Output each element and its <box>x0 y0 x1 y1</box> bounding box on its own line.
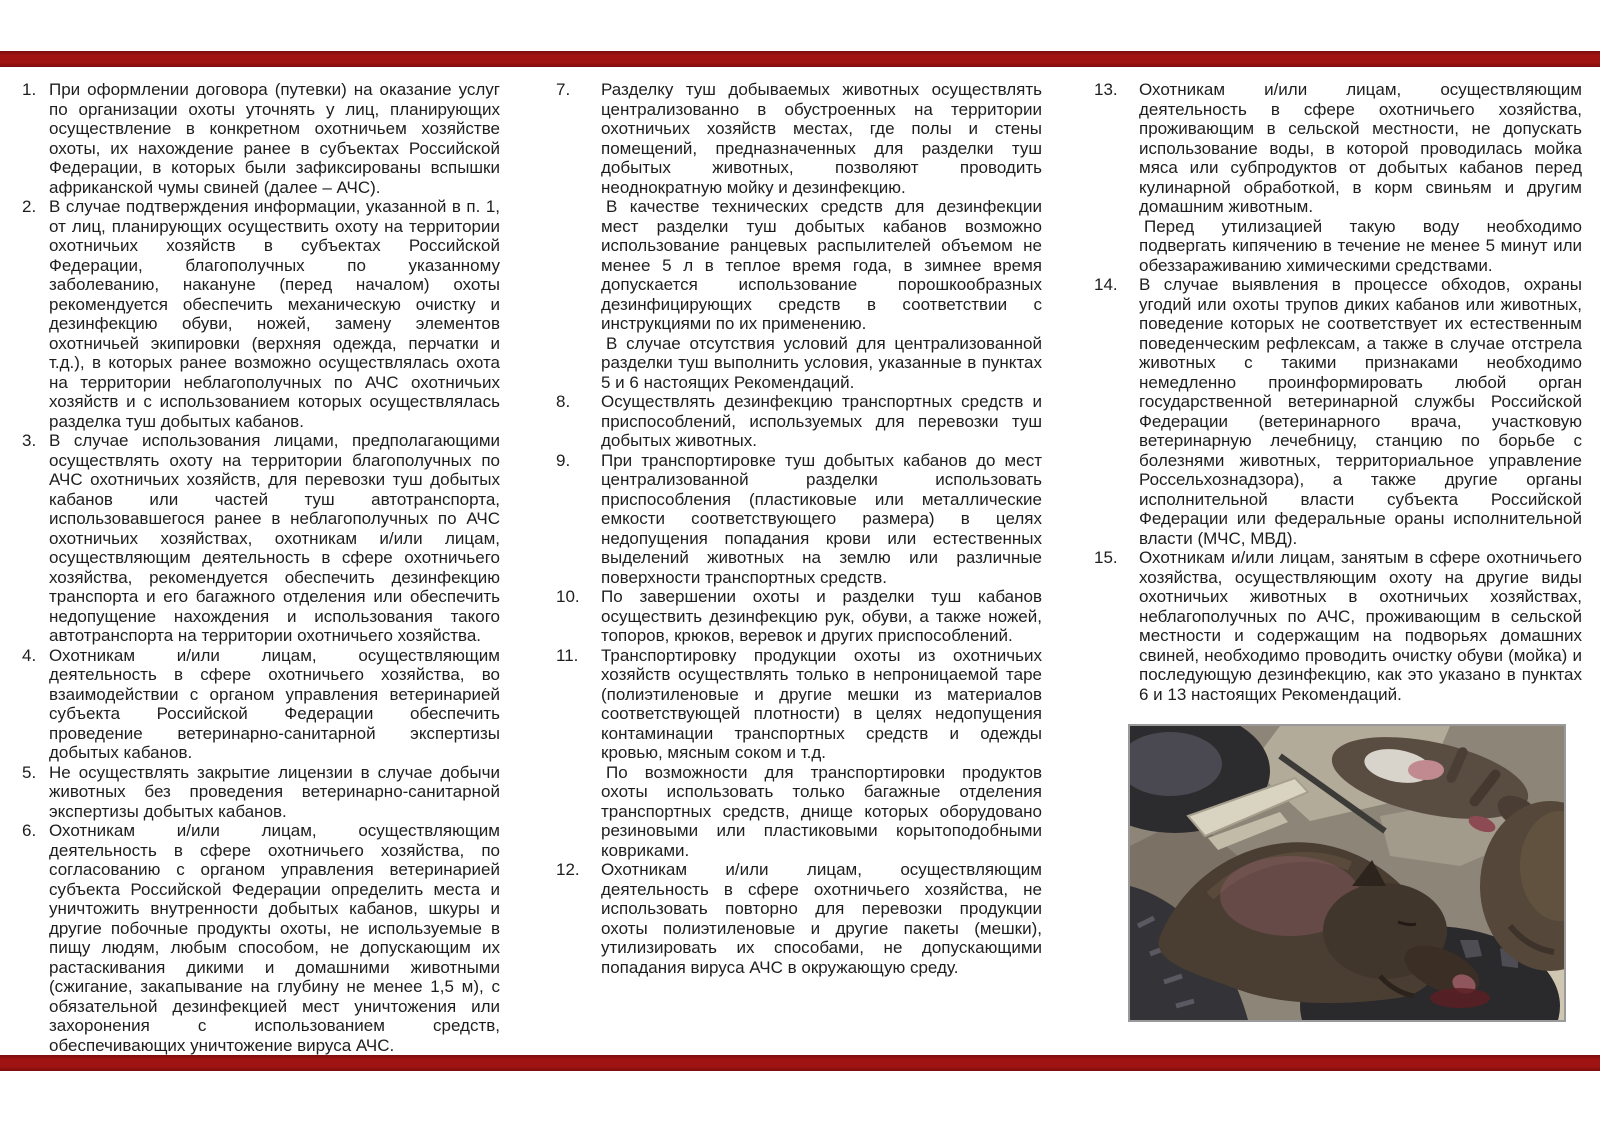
item-number: 4. <box>22 645 37 665</box>
item-number: 12. <box>556 860 580 879</box>
list-item-9 <box>556 451 1042 588</box>
text-column-1 <box>22 80 500 1055</box>
list-item-4 <box>22 646 500 763</box>
paragraph: Не осуществлять закрытие лицензии в случае добычи животных без проведения ветеринарно-санитарной экспертизы добытых кабанов. <box>49 762 500 821</box>
list-item-5 <box>22 763 500 822</box>
paragraph: По возможности для транспортировки продуктов охоты использовать только багажные отделения транспортных средств, днище которых оборудовано резиновыми или пластиковыми корытоподобными ковриками. <box>601 762 1042 860</box>
item-number: 15. <box>1094 548 1118 567</box>
item-body <box>1139 548 1582 704</box>
item-number: 5. <box>22 762 37 782</box>
paragraph: В случае использования лицами, предполагающими осуществлять охоту на территории благополучных по АЧС охотничьих хозяйств, для перевозки туш добытых кабанов или частей туш автотранспорта, использовавшегося ранее в неблагополучных по АЧС охотничьих хозяйствах, охотникам и/или лицам, осуществляющим деятельность в сфере охотничьего хозяйства, рекомендуется обеспечить дезинфекцию транспорта и его багажного отделения или обеспечить недопущение нахождения и использования такого автотранспорта на территории охотничьего хозяйства. <box>49 431 500 645</box>
list-item-12 <box>556 860 1042 977</box>
list-item-1 <box>22 80 500 197</box>
top-accent-bar <box>0 51 1600 67</box>
item-body <box>49 197 500 431</box>
paragraph: Разделку туш добываемых животных осуществлять централизованно в обустроенных на территории охотничьих хозяйств местах, где полы и стены помещений, предназначенных для разделки туш добытых животных, позволяют проводить неоднократную мойку и дезинфекцию. <box>601 80 1042 197</box>
list-item-8 <box>556 392 1042 451</box>
item-number: 10. <box>556 587 580 606</box>
paragraph: Охотникам и/или лицам, осуществляющим деятельность в сфере охотничьего хозяйства, проживающим в сельской местности, не допускать использование воды, в которой проводилась мойка мяса или субпродуктов от добытых кабанов перед кулинарной обработкой, в корм свиньям и другим домашним животным. <box>1139 80 1582 216</box>
item-number: 6. <box>22 821 37 840</box>
bottom-accent-bar <box>0 1055 1600 1071</box>
list-item-13 <box>1094 80 1582 275</box>
item-body <box>1139 275 1582 548</box>
paragraph: В качестве технических средств для дезинфекции мест разделки туш добытых кабанов возможно использование ранцевых распылителей объемом не менее 5 л в теплое время года, в зимнее время допускается использование порошкообразных дезинфицирующих средств в соответствии с инструкциями по их применению. <box>601 197 1042 333</box>
item-number: 14. <box>1094 275 1118 294</box>
item-body <box>49 821 500 1055</box>
paragraph: Осуществлять дезинфекцию транспортных средств и приспособлений, используемых для перевозки туш добытых животных. <box>601 392 1042 450</box>
paragraph: В случае выявления в процессе обходов, охраны угодий или охоты трупов диких кабанов или животных, поведение которых не соответствует их естественным поведенческим рефлексам, а также в случае отстрела животных с такими признаками необходимо немедленно проинформировать любой орган государственной ветеринарной службы Российской Федерации (ветеринарного врача, участковую ветеринарную лечебницу, станцию по борьбе с болезнями животных, территориальное управление Россельхознадзора), а также другие органы исполнительной власти субъекта Российской Федерации или федеральные ораны исполнительной власти (МЧС, МВД). <box>1139 275 1582 548</box>
item-number: 2. <box>22 197 37 216</box>
item-number: 11. <box>556 645 579 665</box>
paragraph: При оформлении договора (путевки) на оказание услуг по организации охоты уточнять у лиц, планирующих осуществление в конкретном охотничьем хозяйстве охоты, их нахождение ранее в субъектах Российской Федерации, в которых были зафиксированы вспышки африканской чумы свиней (далее – АЧС). <box>49 80 500 197</box>
paragraph: При транспортировке туш добытых кабанов до мест централизованной разделки использовать приспособления (пластиковые или металлические емкости соответствующего размера) в целях недопущения попадания крови или естественных выделений животных на землю или различные поверхности транспортных средств. <box>601 450 1042 587</box>
list-item-3 <box>22 431 500 646</box>
list-item-7 <box>556 80 1042 392</box>
list-item-6 <box>22 821 500 1055</box>
item-number: 7. <box>556 80 571 99</box>
item-body <box>1139 80 1582 275</box>
paragraph: Охотникам и/или лицам, занятым в сфере охотничьего хозяйства, осуществляющим охоту на другие виды охотничьих животных в охотничьих хозяйствах, неблагополучных по АЧС, проживающим в сельской местности и содержащим на подворьях домашних свиней, необходимо проводить очистку обуви (мойка) и последующую дезинфекцию, как это указано в пунктах 6 и 13 настоящих Рекомендаций. <box>1139 548 1582 704</box>
paragraph: По завершении охоты и разделки туш кабанов осуществить дезинфекцию рук, обуви, а также ножей, топоров, крюков, веревок и других приспособлений. <box>601 587 1042 645</box>
item-body <box>49 431 500 646</box>
paragraph: В случае отсутствия условий для централизованной разделки туш выполнить условия, указанные в пунктах 5 и 6 настоящих Рекомендаций. <box>601 333 1042 392</box>
paragraph: В случае подтверждения информации, указанной в п. 1, от лиц, планирующих осуществить охоту на территории охотничьих хозяйств в субъектах Российской Федерации, благополучных по указанному заболеванию, накануне (перед началом) охоты рекомендуется обеспечить механическую очистку и дезинфекцию обуви, ножей, замену элементов охотничьей экипировки (верхняя одежда, перчатки и т.д.), в которых ранее возможно осуществлялась охота на территории неблагополучных по АЧС охотничьих хозяйств и с использованием которых осуществлялась разделка туш добытых кабанов. <box>49 197 500 431</box>
paragraph: Охотникам и/или лицам, осуществляющим деятельность в сфере охотничьего хозяйства, во взаимодействии с органом управления ветеринарией субъекта Российской Федерации обеспечить проведение ветеринарно-санитарной экспертизы добытых кабанов. <box>49 645 500 762</box>
item-body <box>601 392 1042 451</box>
item-number: 1. <box>22 80 37 99</box>
item-body <box>601 451 1042 588</box>
item-number: 8. <box>556 392 571 411</box>
item-body <box>601 587 1042 646</box>
text-column-3 <box>1094 80 1582 704</box>
wild-boars-illustration <box>1130 726 1564 1020</box>
item-body <box>49 763 500 822</box>
list-item-11 <box>556 646 1042 861</box>
hunted-wild-boars-photo <box>1128 724 1566 1022</box>
paragraph: Охотникам и/или лицам, осуществляющим деятельность в сфере охотничьего хозяйства, не использовать повторно для перевозки продукции охоты полиэтиленовые и другие пакеты (мешки), утилизировать их способами, не допускающими попадания вируса АЧС в окружающую среду. <box>601 860 1042 977</box>
list-item-15 <box>1094 548 1582 704</box>
paragraph: Охотникам и/или лицам, осуществляющим деятельность в сфере охотничьего хозяйства, по согласованию с органом управления ветеринарией субъекта Российской Федерации определить места и уничтожить внутренности добытых кабанов, шкуры и другие побочные продукты охоты, не используемые в пищу людям, любым способом, не допускающим их растаскивания дикими и домашними животными (сжигание, закапывание на глубину не менее 1,5 м), с обязательной дезинфекцией мест уничтожения или захоронения с использованием средств, обеспечивающих уничтожение вируса АЧС. <box>49 821 500 1055</box>
item-body <box>601 646 1042 861</box>
text-column-2 <box>556 80 1042 977</box>
item-body <box>49 80 500 197</box>
paragraph: Перед утилизацией такую воду необходимо подвергать кипячению в течение не менее 5 минут или обеззараживанию химическими средствами. <box>1139 216 1582 275</box>
item-number: 9. <box>556 450 571 470</box>
list-item-10 <box>556 587 1042 646</box>
item-number: 3. <box>22 431 37 450</box>
item-body <box>49 646 500 763</box>
paragraph: Транспортировку продукции охоты из охотничьих хозяйств осуществлять только в непроницаемой таре (полиэтиленовые и другие мешки из материалов соответствующей плотности) в целях недопущения контаминации транспортных средств и одежды кровью, мясным соком и т.д. <box>601 645 1042 762</box>
list-item-14 <box>1094 275 1582 548</box>
item-body <box>601 80 1042 392</box>
item-number: 13. <box>1094 80 1118 99</box>
list-item-2 <box>22 197 500 431</box>
item-body <box>601 860 1042 977</box>
